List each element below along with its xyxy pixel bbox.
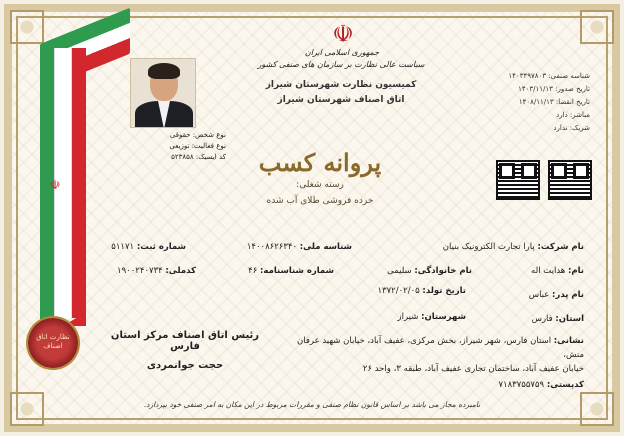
isic-code: کد ایسیک: ۵۲۳۸۵۸ xyxy=(171,153,226,161)
corner-ornament xyxy=(580,392,614,426)
business-category-value: خرده فروشی طلای آب شده xyxy=(266,196,374,206)
holder-summary xyxy=(130,130,226,163)
header-commission: کمیسیون نظارت شهرستان شیراز xyxy=(265,80,417,90)
national-id-field: شناسه ملی: ۱۴۰۰۸۶۲۶۳۴۰ xyxy=(246,242,352,252)
header-chamber: اتاق اصناف شهرستان شیراز xyxy=(277,95,405,105)
address-label: نشانی: xyxy=(553,336,584,346)
registration-number-field: شماره ثبت: ۵۱۱۷۱ xyxy=(111,242,186,252)
signatory-title: رئیس اتاق اصناف مرکز استان فارس xyxy=(110,330,260,352)
city-field: شهرستان: شیراز xyxy=(397,312,466,322)
license-meta xyxy=(470,70,590,135)
province-field: استان: فارس xyxy=(531,314,584,324)
first-name-field: نام: هدایت اله xyxy=(531,266,584,276)
flag-ribbon xyxy=(40,48,90,318)
official-seal xyxy=(28,318,78,368)
legal-footer: نامبرده مجاز می باشد بر اساس قانون نظام صنفی و مقررات مربوط در این مکان به امر صنفی خود بپردازد. xyxy=(143,400,481,409)
birth-date-field: تاریخ تولد: ۱۳۷۲/۰۲/۰۵ xyxy=(377,286,466,296)
expiry-date: تاریخ انقضا: ۱۴۰۸/۱۱/۱۳ xyxy=(518,98,590,106)
signatory-name: حجت جوانمردی xyxy=(146,360,224,371)
header-authority: سیاست عالی نظارت بر سازمان های صنفی کشور xyxy=(257,60,425,69)
national-emblem-icon: ☫ xyxy=(332,20,354,48)
birth-certificate-number-field: شماره شناسنامه: ۴۶ xyxy=(248,266,334,276)
corner-ornament xyxy=(10,10,44,44)
qr-code[interactable] xyxy=(548,160,592,200)
address-line-1: استان فارس، شهر شیراز، بخش مرکزی، عفیف آباد، خیابان شهید عرفان منش، xyxy=(296,336,584,360)
person-type: نوع شخص: حقوقی xyxy=(169,131,226,139)
seal-text: نظارت اتاق اصناف xyxy=(36,333,70,350)
business-category-label: رسته شغلی: xyxy=(296,180,344,190)
holder-photo xyxy=(130,58,196,128)
activity-type: نوع فعالیت: توزیعی xyxy=(169,142,226,150)
national-code-field: کدملی: ۱۹۰۰۲۴۰۷۳۴ xyxy=(117,266,196,276)
header-country: جمهوری اسلامی ایران xyxy=(304,48,380,57)
document-title: پروانه کسب xyxy=(258,148,382,177)
company-name-field: نام شرکت: پارا تجارت الکترونیک بنیان xyxy=(442,242,584,252)
guild-id: شناسه صنفی: ۱۴۰۳۴۹۷۸۰۳ xyxy=(508,72,590,80)
last-name-field: نام خانوادگی: سلیمی xyxy=(387,266,472,276)
partner-status: شریک: ندارد xyxy=(553,124,590,132)
issue-date: تاریخ صدور: ۱۴۰۳/۱۱/۱۳ xyxy=(518,85,590,93)
postal-code-field: کدپستی: ۷۱۸۳۷۵۵۷۵۹ xyxy=(498,380,584,390)
address-block xyxy=(284,334,584,376)
corner-ornament xyxy=(10,392,44,426)
father-name-field: نام پدر: عباس xyxy=(528,290,584,300)
operator-status: مباشر: دارد xyxy=(556,111,590,119)
address-line-2: خیابان عفیف آباد، ساختمان تجاری عفیف آباد، طبقه ۳، واحد ۲۶ xyxy=(362,364,584,374)
flag-emblem-icon: ☫ xyxy=(49,178,61,192)
qr-code[interactable] xyxy=(496,160,540,200)
corner-ornament xyxy=(580,10,614,44)
